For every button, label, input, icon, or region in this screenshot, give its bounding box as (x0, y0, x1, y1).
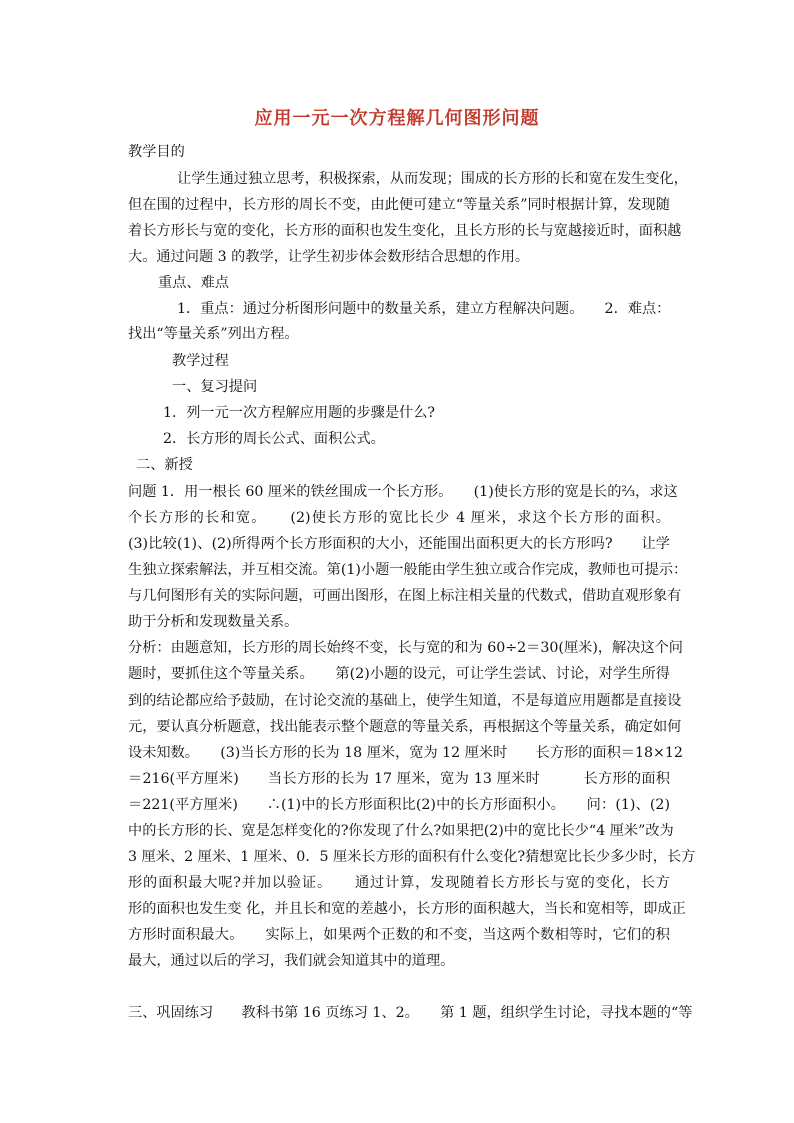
section-heading-key-points: 重点、难点 (158, 275, 229, 291)
paragraph-line: 形的面积也发生变 化，并且长和宽的差越小，长方形的面积越大，当长和宽相等，即成正 (128, 901, 686, 917)
paragraph-line: 设未知数。 (3)当长方形的长为 18 厘米，宽为 12 厘米时 长方形的面积＝18×12 (128, 745, 683, 761)
paragraph-line: 3 厘米、2 厘米、1 厘米、0．5 厘米长方形的面积有什么变化?猜想宽比长少多少时，长方 (128, 849, 696, 865)
paragraph-line: 助于分析和发现数量关系。 (128, 614, 299, 630)
paragraph-line: 形的面积最大呢?并加以验证。 通过计算，发现随着长方形长与宽的变化，长方 (128, 875, 670, 891)
paragraph-line: 中的长方形的长、宽是怎样变化的?你发现了什么?如果把(2)中的宽比长少“4 厘米”改为 (128, 823, 674, 839)
paragraph-line: 但在围的过程中，长方形的周长不变，由此便可建立“等量关系”同时根据计算，发现随 (128, 197, 670, 213)
paragraph-line: 元，要认真分析题意，找出能表示整个题意的等量关系，再根据这个等量关系，确定如何 (128, 719, 682, 735)
paragraph-line: 个长方形的长和宽。 (2)使长方形的宽比长少 4 厘米，求这个长方形的面积。 (128, 510, 670, 526)
section-heading-review: 一、复习提问 (172, 379, 258, 395)
paragraph-line: 问题 1．用一根长 60 厘米的铁丝围成一个长方形。 (1)使长方形的宽是长的⅔，求这 (128, 484, 678, 500)
section-heading-objectives: 教学目的 (128, 144, 185, 160)
paragraph-line: ＝216(平方厘米) 当长方形的长为 17 厘米，宽为 13 厘米时 长方形的面积 (128, 771, 670, 787)
list-item: 2．长方形的周长公式、面积公式。 (163, 431, 385, 447)
paragraph-line: 生独立探索解法，并互相交流。第(1)小题一般能由学生独立或合作完成，教师也可提示： (128, 562, 688, 578)
list-item: 1．列一元一次方程解应用题的步骤是什么? (163, 405, 436, 421)
paragraph-line: 大。通过问题 3 的教学，让学生初步体会数形结合思想的作用。 (128, 249, 530, 265)
paragraph-line: ＝221(平方厘米) ∴(1)中的长方形面积比(2)中的长方形面积小。 问：(1)、(2) (128, 797, 670, 813)
paragraph-line: 着长方形长与宽的变化，长方形的面积也发生变化，且长方形的长与宽越接近时，面积越 (128, 223, 682, 239)
paragraph-line: 方形时面积最大。 实际上，如果两个正数的和不变，当这两个数相等时，它们的积 (128, 927, 670, 943)
paragraph-line: 找出“等量关系”列出方程。 (128, 326, 299, 342)
paragraph-line: 分析：由题意知，长方形的周长始终不变，长与宽的和为 60÷2＝30(厘米)，解决这个问 (128, 640, 683, 656)
paragraph-line: 1．重点：通过分析图形问题中的数量关系，建立方程解决问题。 2．难点： (177, 301, 671, 317)
paragraph-line: 到的结论都应给予鼓励，在讨论交流的基础上，使学生知道，不是每道应用题都是直接设 (128, 693, 682, 709)
paragraph-line: 题时，要抓住这个等量关系。 第(2)小题的设元，可让学生尝试、讨论，对学生所得 (128, 666, 670, 682)
document-title: 应用一元一次方程解几何图形问题 (254, 108, 540, 129)
paragraph-line: 最大，通过以后的学习，我们就会知道其中的道理。 (128, 953, 455, 969)
paragraph-line: 让学生通过独立思考，积极探索，从而发现；围成的长方形的长和宽在发生变化， (177, 171, 688, 187)
section-heading-practice: 三、巩固练习 教科书第 16 页练习 1、2。 第 1 题，组织学生讨论，寻找本题的“等 (128, 1005, 693, 1021)
section-heading-process: 教学过程 (172, 353, 229, 369)
paragraph-line: (3)比较(1)、(2)所得两个长方形面积的大小，还能围出面积更大的长方形吗? 让学 (128, 536, 670, 552)
section-heading-new-lesson: 二、新授 (136, 457, 193, 473)
paragraph-line: 与几何图形有关的实际问题，可画出图形，在图上标注相关量的代数式，借助直观形象有 (128, 588, 682, 604)
